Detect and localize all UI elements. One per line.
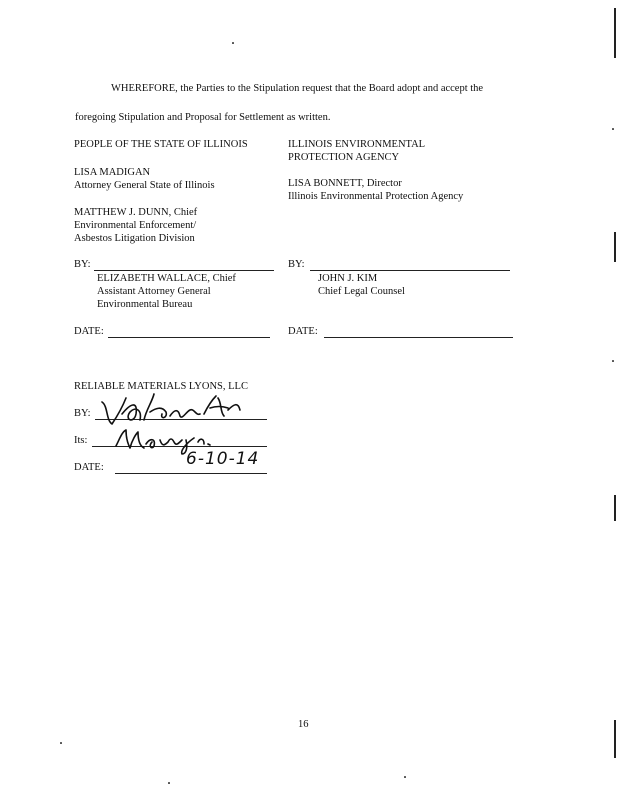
company-date-label: DATE: xyxy=(74,462,104,473)
right-date-label: DATE: xyxy=(288,326,318,337)
intro-line-2: foregoing Stipulation and Proposal for Settlement as written. xyxy=(75,112,331,123)
right-signer-name: JOHN J. KIM xyxy=(318,273,378,284)
company-by-label: BY: xyxy=(74,408,91,419)
company-date-line xyxy=(115,473,267,474)
scan-edge-mark xyxy=(614,8,616,58)
company-date-handwritten: 6-10-14 xyxy=(186,449,260,469)
company-name: RELIABLE MATERIALS LYONS, LLC xyxy=(74,381,248,392)
left-date-label: DATE: xyxy=(74,326,104,337)
left-signature-line xyxy=(94,270,274,271)
left-chief-name: MATTHEW J. DUNN, Chief xyxy=(74,207,198,218)
right-director-name: LISA BONNETT, Director xyxy=(288,178,402,189)
intro-line-1: WHEREFORE, the Parties to the Stipulation request that the Board adopt and accept the xyxy=(111,83,484,94)
scan-speck xyxy=(612,128,614,130)
scan-speck xyxy=(612,360,614,362)
left-signer-bureau: Environmental Bureau xyxy=(97,299,193,310)
right-signer-title: Chief Legal Counsel xyxy=(318,286,405,297)
scan-speck xyxy=(60,742,62,744)
right-date-line xyxy=(324,337,513,338)
company-its-label: Its: xyxy=(74,435,88,446)
right-party-line1: ILLINOIS ENVIRONMENTAL xyxy=(288,139,426,150)
page-number: 16 xyxy=(298,719,309,730)
scan-speck xyxy=(404,776,406,778)
left-ag-title: Attorney General State of Illinois xyxy=(74,180,215,191)
right-director-agency: Illinois Environmental Protection Agency xyxy=(288,191,464,202)
left-chief-line3: Asbestos Litigation Division xyxy=(74,233,195,244)
right-by-label: BY: xyxy=(288,259,305,270)
scan-edge-mark xyxy=(614,232,616,262)
right-signature-line xyxy=(310,270,510,271)
scan-edge-mark xyxy=(614,720,616,758)
left-signer-name: ELIZABETH WALLACE, Chief xyxy=(97,273,236,284)
left-by-label: BY: xyxy=(74,259,91,270)
scan-speck xyxy=(168,782,170,784)
scan-speck xyxy=(232,42,234,44)
left-ag-name: LISA MADIGAN xyxy=(74,167,151,178)
left-party: PEOPLE OF THE STATE OF ILLINOIS xyxy=(74,139,248,150)
left-date-line xyxy=(108,337,270,338)
left-signer-title: Assistant Attorney General xyxy=(97,286,211,297)
scan-edge-mark xyxy=(614,495,616,521)
left-chief-line2: Environmental Enforcement/ xyxy=(74,220,197,231)
right-party-line2: PROTECTION AGENCY xyxy=(288,152,400,163)
